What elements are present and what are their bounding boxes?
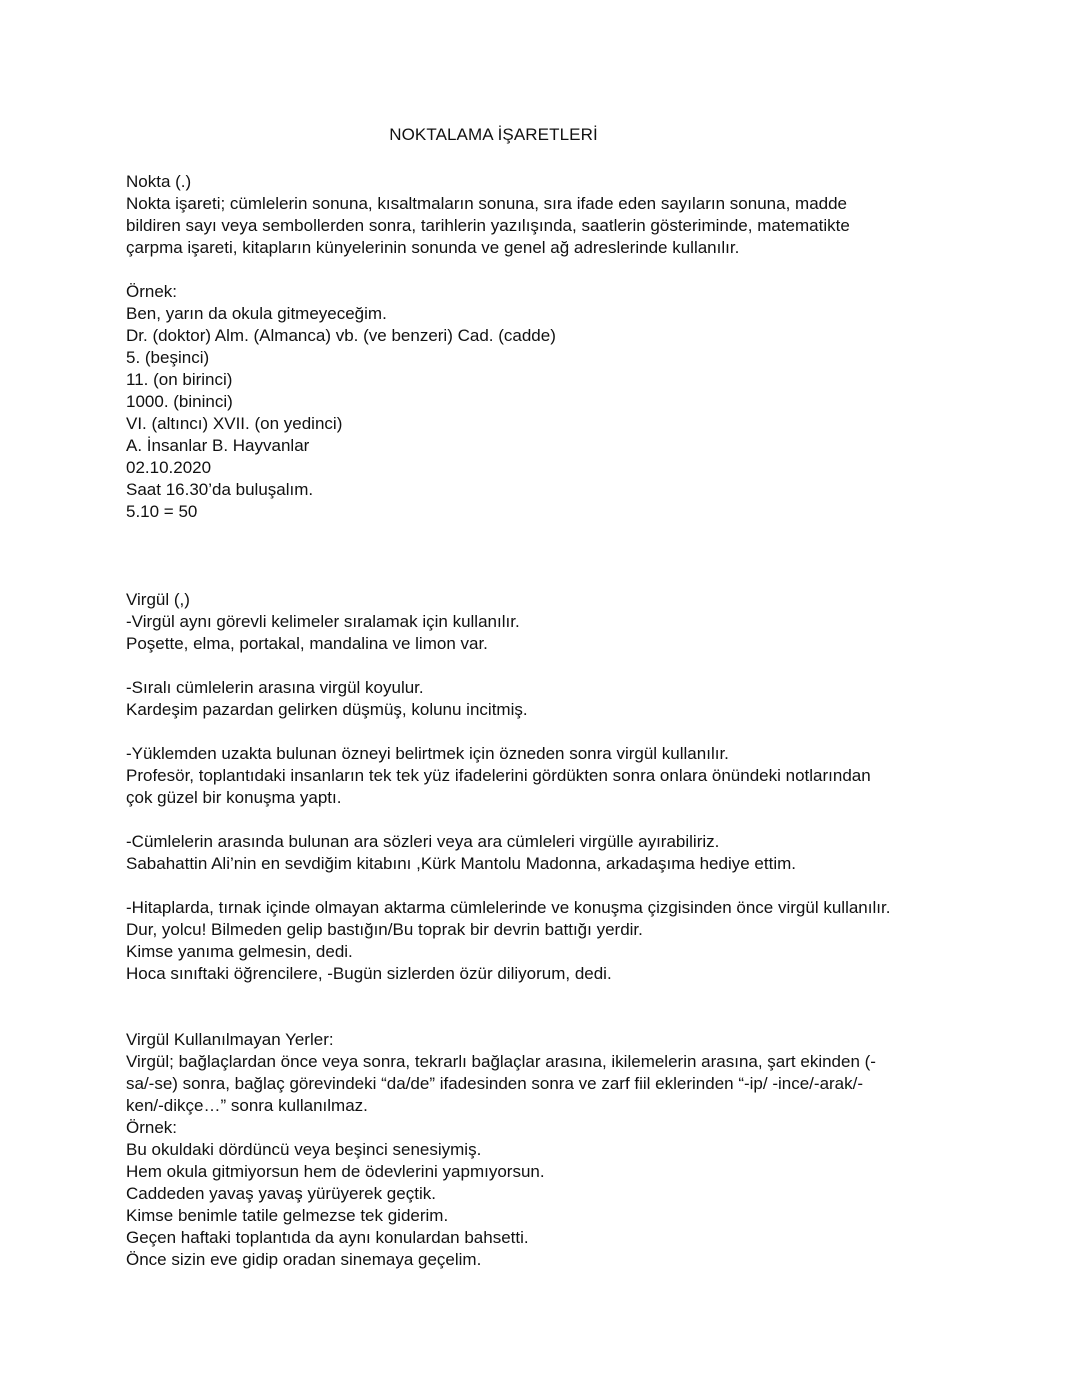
section-virgul-kullanilmayan [126,1029,1006,1271]
nokta-example: 11. (on birinci) [126,370,233,389]
virgul-kullanilmayan-example-label: Örnek: [126,1118,178,1137]
virgul-kullanilmayan-example: Caddeden yavaş yavaş yürüyerek geçtik. [126,1184,436,1203]
virgul-rule-example: Kardeşim pazardan gelirken düşmüş, kolunu incitmiş. [126,700,528,719]
nokta-description-line: bildiren sayı veya sembollerden sonra, tarihlerin yazılışında, saatlerin gösteriminde, matematikte [126,216,850,235]
section-heading-nokta: Nokta (.) [126,172,192,191]
virgul-kullanilmayan-example: Kimse benimle tatile gelmezse tek giderim. [126,1206,449,1225]
virgul-rule [126,677,1006,721]
virgul-kullanilmayan-description-line: sa/-se) sonra, bağlaç görevindeki “da/de” ifadesinden sonra ve zarf fiil eklerinden “-ip/ -ince/-arak/- [126,1074,864,1093]
virgul-rule [126,611,1006,655]
virgul-rule-text: -Yüklemden uzakta bulunan özneyi belirtmek için özneden sonra virgül kullanılır. [126,744,729,763]
virgul-kullanilmayan-example: Önce sizin eve gidip oradan sinemaya geçelim. [126,1250,482,1269]
nokta-example: 5. (beşinci) [126,348,210,367]
nokta-description-line: çarpma işareti, kitapların künyelerinin sonunda ve genel ağ adreslerinde kullanılır. [126,238,740,257]
nokta-example: 1000. (bininci) [126,392,233,411]
section-virgul [126,589,1006,985]
virgul-kullanilmayan-description-line: Virgül; bağlaçlardan önce veya sonra, tekrarlı bağlaçlar arasına, ikilemelerin arasına, şart ekinden (- [126,1052,876,1071]
virgul-rule-example: çok güzel bir konuşma yaptı. [126,788,342,807]
virgul-rule [126,831,1006,875]
section-nokta [126,171,1006,523]
virgul-rule-text: -Sıralı cümlelerin arasına virgül koyulur. [126,678,424,697]
virgul-rule-example: Sabahattin Ali’nin en sevdiğim kitabını ,Kürk Mantolu Madonna, arkadaşıma hediye ettim. [126,854,796,873]
nokta-example: Saat 16.30’da buluşalım. [126,480,314,499]
virgul-rule-text: -Hitaplarda, tırnak içinde olmayan aktarma cümlelerinde ve konuşma çizgisinden önce virgül kullanılır. [126,898,891,917]
virgul-rule-example: Poşette, elma, portakal, mandalina ve limon var. [126,634,488,653]
virgul-kullanilmayan-example: Geçen haftaki toplantıda da aynı konulardan bahsetti. [126,1228,529,1247]
virgul-rule-example: Profesör, toplantıdaki insanların tek tek yüz ifadelerini gördükten sonra onlara önündeki notlarından [126,766,871,785]
nokta-example: Ben, yarın da okula gitmeyeceğim. [126,304,387,323]
nokta-example: VI. (altıncı) XVII. (on yedinci) [126,414,343,433]
virgul-rule-text: -Cümlelerin arasında bulunan ara sözleri veya ara cümleleri virgülle ayırabiliriz. [126,832,720,851]
nokta-example: 02.10.2020 [126,458,212,477]
nokta-example-label: Örnek: [126,282,178,301]
virgul-rule [126,897,1006,985]
document-page [126,124,1006,1271]
section-heading-virgul-kullanilmayan: Virgül Kullanılmayan Yerler: [126,1030,334,1049]
nokta-example: 5.10 = 50 [126,502,198,521]
virgul-kullanilmayan-example: Hem okula gitmiyorsun hem de ödevlerini yapmıyorsun. [126,1162,545,1181]
virgul-kullanilmayan-description-line: ken/-dikçe…” sonra kullanılmaz. [126,1096,368,1115]
document-title: NOKTALAMA İŞARETLERİ [389,125,598,144]
virgul-rule-example: Kimse yanıma gelmesin, dedi. [126,942,353,961]
virgul-kullanilmayan-example: Bu okuldaki dördüncü veya beşinci senesiymiş. [126,1140,482,1159]
nokta-description-line: Nokta işareti; cümlelerin sonuna, kısaltmaların sonuna, sıra ifade eden sayıların sonuna, madde [126,194,848,213]
nokta-example: Dr. (doktor) Alm. (Almanca) vb. (ve benzeri) Cad. (cadde) [126,326,556,345]
virgul-rule-text: -Virgül aynı görevli kelimeler sıralamak için kullanılır. [126,612,520,631]
section-heading-virgul: Virgül (,) [126,590,190,609]
virgul-rule [126,743,1006,809]
nokta-example: A. İnsanlar B. Hayvanlar [126,436,310,455]
virgul-rule-example: Dur, yolcu! Bilmeden gelip bastığın/Bu toprak bir devrin battığı yerdir. [126,920,643,939]
virgul-rule-example: Hoca sınıftaki öğrencilere, -Bugün sizlerden özür diliyorum, dedi. [126,964,612,983]
